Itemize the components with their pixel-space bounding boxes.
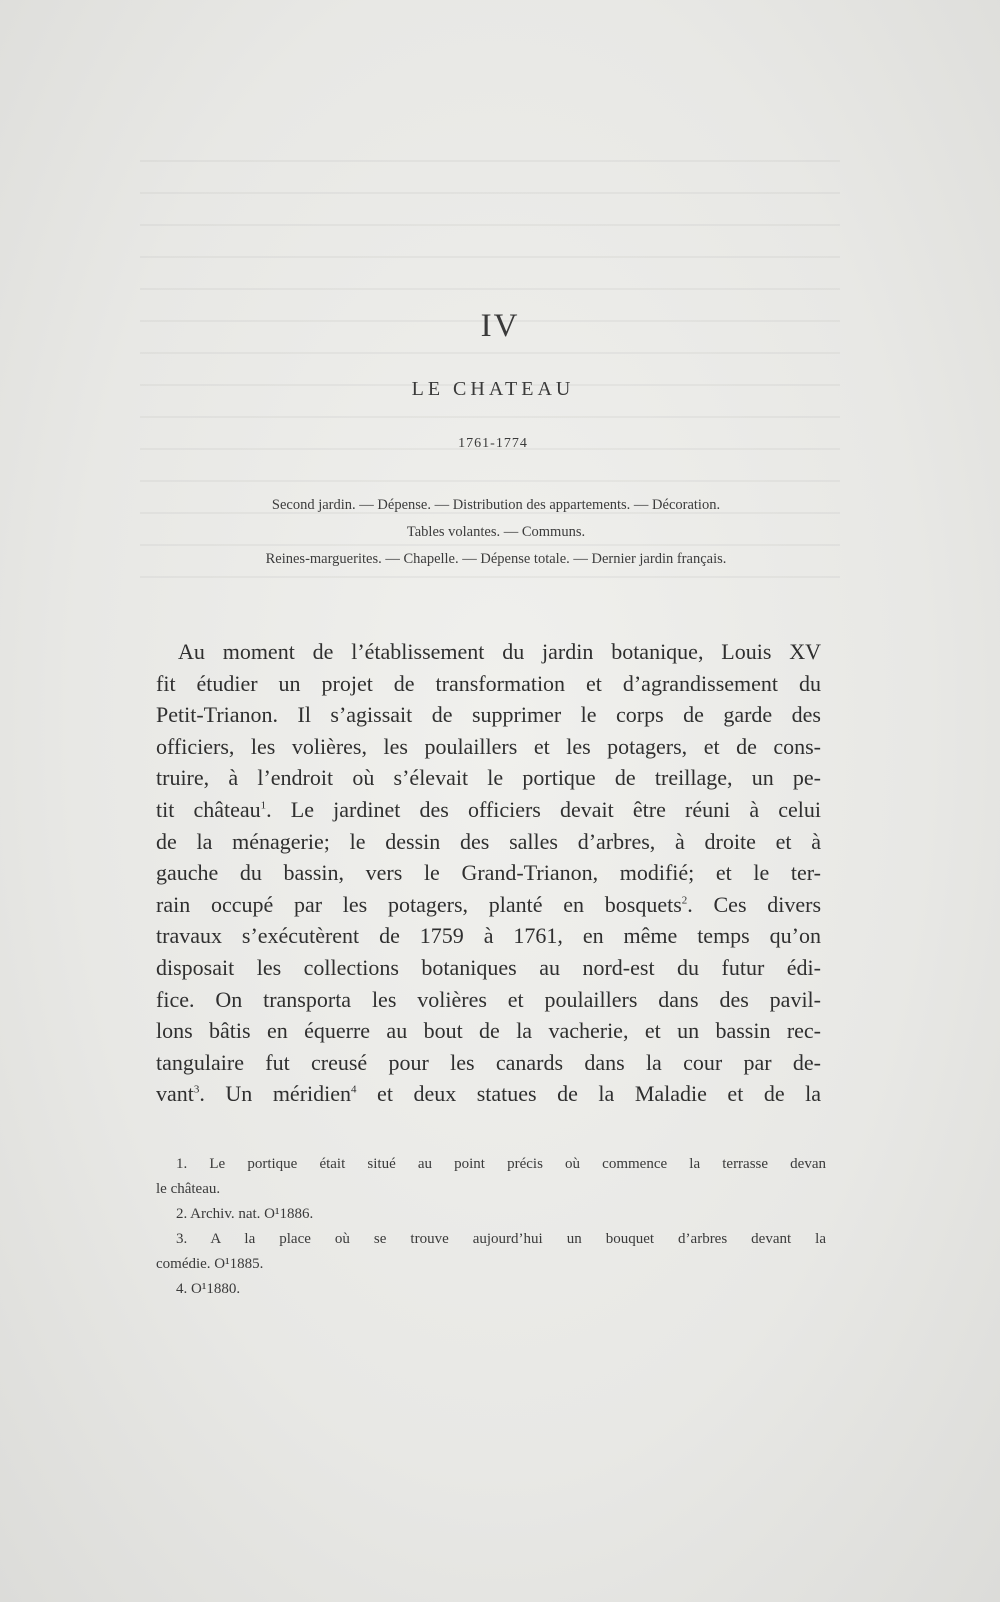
body-line: truire, à l’endroit où s’élevait le portique de treillage, un pe- [156,765,821,791]
footnotes [156,1152,826,1302]
body-line: Petit-Trianon. Il s’agissait de supprimer le corps de garde des [156,702,821,728]
footnote-ref: 2 [681,894,688,907]
footnote-ref: 4 [351,1083,357,1096]
summary-line: Reines-marguerites. — Chapelle. — Dépense totale. — Dernier jardin français. [265,551,727,567]
footnote-3-cont: comédie. O¹1885. [156,1256,264,1272]
body-line: tit château$^1$. Le jardinet des officiers devait être réuni à celui [156,796,821,822]
body-paragraph [156,636,821,1110]
summary-line: Tables volantes. — Communs. [406,524,586,540]
body-line: travaux s’exécutèrent de 1759 à 1761, en même temps qu’on [156,923,821,949]
body-line: lons bâtis en équerre au bout de la vacherie, et un bassin rec- [156,1018,821,1044]
body-line: vant$^3$. Un méridien$^4$ et deux statues de la Maladie et de la [156,1081,821,1107]
footnote-2: 2. Archiv. nat. O¹1886. [176,1206,314,1222]
footnote-ref: 3 [193,1083,200,1096]
body-line: fit étudier un projet de transformation et d’agrandissement du [156,670,821,696]
body-line: rain occupé par les potagers, planté en bosquets$^2$. Ces divers [156,891,822,917]
body-line: disposait les collections botaniques au nord-est du futur édi- [156,954,821,980]
chapter-title: LE CHATEAU [411,378,575,400]
chapter-dates: 1761-1774 [458,436,528,451]
footnote-ref: 1 [260,799,267,812]
body-line: officiers, les volières, les poulaillers et les potagers, et de cons- [156,733,821,759]
footnote-1-cont: le château. [156,1181,221,1197]
body-line: Au moment de l’établissement du jardin botanique, Louis XV [178,639,821,664]
summary-line: Second jardin. — Dépense. — Distribution des appartements. — Décoration. [271,497,721,513]
body-line: de la ménagerie; le dessin des salles d’arbres, à droite et à [156,828,821,854]
footnote-3: 3. A la place où se trouve aujourd’hui un bouquet d’arbres devant la [176,1231,826,1247]
body-line: gauche du bassin, vers le Grand-Trianon, modifié; et le ter- [156,860,821,886]
chapter-number: IV [480,308,520,344]
footnote-4: 4. O¹1880. [176,1281,241,1297]
footnote-1: 1. Le portique était situé au point précis où commence la terrasse devan [176,1156,826,1172]
body-line: fice. On transporta les volières et poulaillers dans des pavil- [156,986,821,1012]
chapter-summary [160,492,832,573]
body-line: tangulaire fut creusé pour les canards dans la cour par de- [156,1049,821,1075]
